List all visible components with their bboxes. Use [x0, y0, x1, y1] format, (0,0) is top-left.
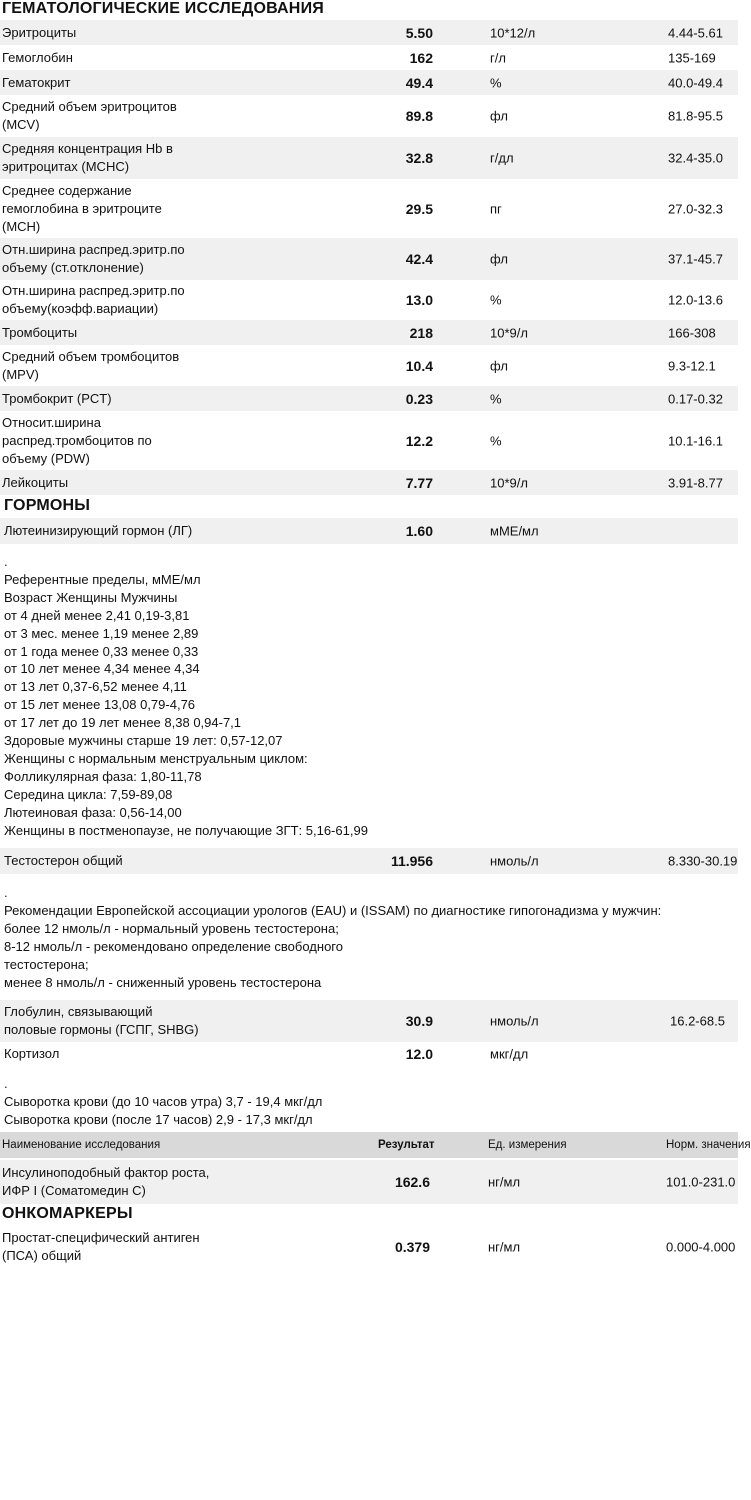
- note-line: от 3 мес. менее 1,19 менее 2,89: [4, 625, 199, 641]
- note-line: от 4 дней менее 2,41 0,19-3,81: [4, 607, 190, 623]
- test-unit: г/л: [490, 50, 506, 65]
- result-row-igf: [0, 1160, 738, 1204]
- test-reference: 12.0-13.6: [668, 292, 723, 308]
- test-name: Глобулин, связывающий половые гормоны (ГСПГ, SHBG): [4, 1004, 199, 1037]
- test-name: Тестостерон общий: [4, 853, 123, 868]
- test-name: Гематокрит: [2, 74, 71, 90]
- header-name: Наименование исследования: [2, 1139, 161, 1151]
- test-reference: 101.0-231.0: [666, 1174, 736, 1190]
- test-unit: %: [490, 433, 502, 448]
- test-value: 11.956: [390, 853, 433, 869]
- test-value: 29.5: [405, 200, 433, 217]
- table-header: [0, 1132, 751, 1158]
- note-line: Сыворотка крови (после 17 часов) 2,9 - 17,3 мкг/дл: [4, 1111, 313, 1127]
- test-name: Лютеинизирующий гормон (ЛГ): [4, 523, 193, 538]
- test-value: 13.0: [405, 292, 433, 308]
- note-line: .: [4, 885, 8, 900]
- note-line: от 1 года менее 0,33 менее 0,33: [4, 643, 199, 659]
- result-row: [0, 411, 738, 470]
- test-unit: 10*9/л: [490, 325, 528, 340]
- note-line: тестостерона;: [4, 956, 89, 972]
- result-row: [0, 470, 738, 495]
- result-row-testosterone: [0, 848, 738, 874]
- test-unit: %: [490, 292, 502, 308]
- test-unit: нмоль/л: [490, 1013, 539, 1029]
- test-reference: 37.1-45.7: [668, 251, 723, 267]
- note-line: Фолликулярная фаза: 1,80-11,78: [4, 768, 202, 784]
- test-name: Отн.ширина распред.эритр.по объему(коэфф.вариации): [2, 283, 185, 316]
- test-value: 0.23: [405, 390, 433, 407]
- note-line: Здоровые мужчины старше 19 лет: 0,57-12,07: [4, 733, 283, 748]
- note-line: от 17 лет до 19 лет менее 8,38 0,94-7,1: [4, 715, 242, 731]
- test-value: 10.4: [405, 357, 433, 374]
- test-reference: 10.1-16.1: [668, 433, 723, 448]
- test-unit: мМЕ/мл: [490, 523, 539, 539]
- test-value: 5.50: [405, 24, 433, 41]
- test-value: 1.60: [405, 523, 433, 539]
- result-row: [0, 386, 738, 411]
- test-name: Тромбокрит (PCT): [2, 390, 112, 406]
- header-reference: Норм. значения: [666, 1139, 751, 1151]
- test-reference: 81.8-95.5: [668, 108, 723, 124]
- test-unit: нмоль/л: [490, 853, 539, 869]
- note-line: более 12 нмоль/л - нормальный уровень тестостерона;: [4, 920, 339, 936]
- note-line: .: [4, 554, 8, 569]
- test-name: Лейкоциты: [2, 474, 69, 490]
- test-reference: 135-169: [668, 50, 716, 65]
- result-row: [0, 345, 738, 386]
- header-unit: Ед. измерения: [488, 1139, 567, 1151]
- result-row-lh: [0, 518, 738, 544]
- test-unit: фл: [490, 108, 508, 124]
- test-name: Тромбоциты: [2, 324, 78, 340]
- test-unit: фл: [490, 358, 508, 373]
- test-name: Относит.ширина распред.тромбоцитов по объему (PDW): [2, 414, 152, 466]
- test-unit: пг: [490, 201, 502, 216]
- test-unit: г/дл: [490, 150, 514, 166]
- test-reference: 27.0-32.3: [668, 201, 723, 216]
- test-value: 7.77: [405, 474, 433, 491]
- test-name: Среднее содержание гемоглобина в эритроците (MCH): [2, 182, 162, 234]
- result-row: [0, 320, 738, 345]
- test-value: 218: [409, 324, 433, 341]
- test-value: 89.8: [405, 108, 433, 124]
- test-unit: нг/мл: [488, 1239, 521, 1255]
- test-reference: 16.2-68.5: [670, 1013, 725, 1029]
- test-value: 0.379: [394, 1239, 430, 1255]
- result-row: [0, 280, 738, 320]
- test-unit: 10*9/л: [490, 475, 528, 490]
- test-name: Кортизол: [4, 1046, 60, 1061]
- note-line: от 13 лет 0,37-6,52 менее 4,11: [4, 679, 187, 695]
- note-line: Женщины с нормальным менструальным циклом:: [4, 750, 308, 766]
- test-reference: 4.44-5.61: [668, 25, 723, 40]
- test-value: 32.8: [405, 150, 433, 166]
- note-line: Рекомендации Европейской ассоциации урологов (EAU) и (ISSAM) по диагностике гипогонадизма у мужчин:: [4, 902, 662, 918]
- test-name: Средний объем эритроцитов (MCV): [2, 99, 177, 132]
- note-line: менее 8 нмоль/л - сниженный уровень тестостерона: [4, 974, 322, 990]
- test-name: Простат-специфический антиген (ПСА) общий: [2, 1230, 200, 1263]
- test-value: 49.4: [405, 74, 433, 91]
- test-reference: 9.3-12.1: [668, 358, 716, 373]
- test-name: Гемоглобин: [2, 49, 73, 65]
- oncomarkers-section-title: ОНКОМАРКЕРЫ: [2, 1205, 133, 1222]
- note-line: Лютеиновая фаза: 0,56-14,00: [4, 804, 182, 820]
- test-unit: нг/мл: [488, 1174, 521, 1190]
- note-line: от 10 лет менее 4,34 менее 4,34: [4, 661, 200, 677]
- hematology-section-title: ГЕМАТОЛОГИЧЕСКИЕ ИССЛЕДОВАНИЯ: [2, 0, 324, 17]
- test-reference: 32.4-35.0: [668, 150, 723, 166]
- test-name: Эритроциты: [2, 24, 77, 40]
- test-reference: 166-308: [668, 325, 716, 340]
- test-name: Средний объем тромбоцитов (MPV): [2, 348, 180, 382]
- test-value: 42.4: [405, 251, 433, 267]
- test-reference: 40.0-49.4: [668, 75, 723, 90]
- test-unit: 10*12/л: [490, 25, 536, 40]
- result-row-cortisol: [0, 1042, 738, 1066]
- header-result: Результат: [378, 1139, 435, 1151]
- test-value: 162: [409, 49, 433, 66]
- note-line: Референтные пределы, мМЕ/мл: [4, 571, 201, 587]
- test-reference: 0.17-0.32: [668, 391, 723, 406]
- note-line: Середина цикла: 7,59-89,08: [4, 786, 173, 802]
- result-row: [0, 20, 738, 45]
- test-reference: 3.91-8.77: [668, 475, 723, 490]
- result-row: [0, 45, 738, 70]
- note-line: от 15 лет менее 13,08 0,79-4,76: [4, 697, 196, 713]
- note-line: Женщины в постменопаузе, не получающие ЗГТ: 5,16-61,99: [4, 822, 368, 838]
- test-reference: 8.330-30.19: [668, 853, 738, 869]
- note-line: Возраст Женщины Мужчины: [4, 589, 178, 605]
- note-line: .: [4, 1076, 8, 1091]
- result-row: [0, 137, 738, 179]
- test-value: 12.0: [405, 1046, 433, 1062]
- test-unit: %: [490, 75, 502, 90]
- test-name: Инсулиноподобный фактор роста, ИФР I (Соматомедин С): [2, 1165, 210, 1198]
- test-unit: %: [490, 391, 502, 406]
- result-row-psa: [0, 1226, 738, 1268]
- test-value: 30.9: [405, 1013, 433, 1029]
- test-unit: фл: [490, 251, 508, 267]
- test-reference: 0.000-4.000: [666, 1239, 736, 1255]
- note-line: 8-12 нмоль/л - рекомендовано определение свободного: [4, 938, 343, 954]
- test-value: 12.2: [405, 432, 433, 449]
- test-name: Отн.ширина распред.эритр.по объему (ст.отклонение): [2, 242, 185, 275]
- test-value: 162.6: [394, 1174, 430, 1190]
- result-row: [0, 70, 738, 95]
- hormones-section-title: ГОРМОНЫ: [4, 497, 91, 514]
- note-line: Сыворотка крови (до 10 часов утра) 3,7 - 19,4 мкг/дл: [4, 1093, 323, 1109]
- result-row: [0, 238, 738, 280]
- test-name: Средняя концентрация Hb в эритроцитах (MCHC): [2, 141, 173, 174]
- result-row: [0, 95, 738, 137]
- result-row: [0, 179, 738, 238]
- result-row-shbg: [0, 1000, 738, 1042]
- test-unit: мкг/дл: [490, 1046, 529, 1062]
